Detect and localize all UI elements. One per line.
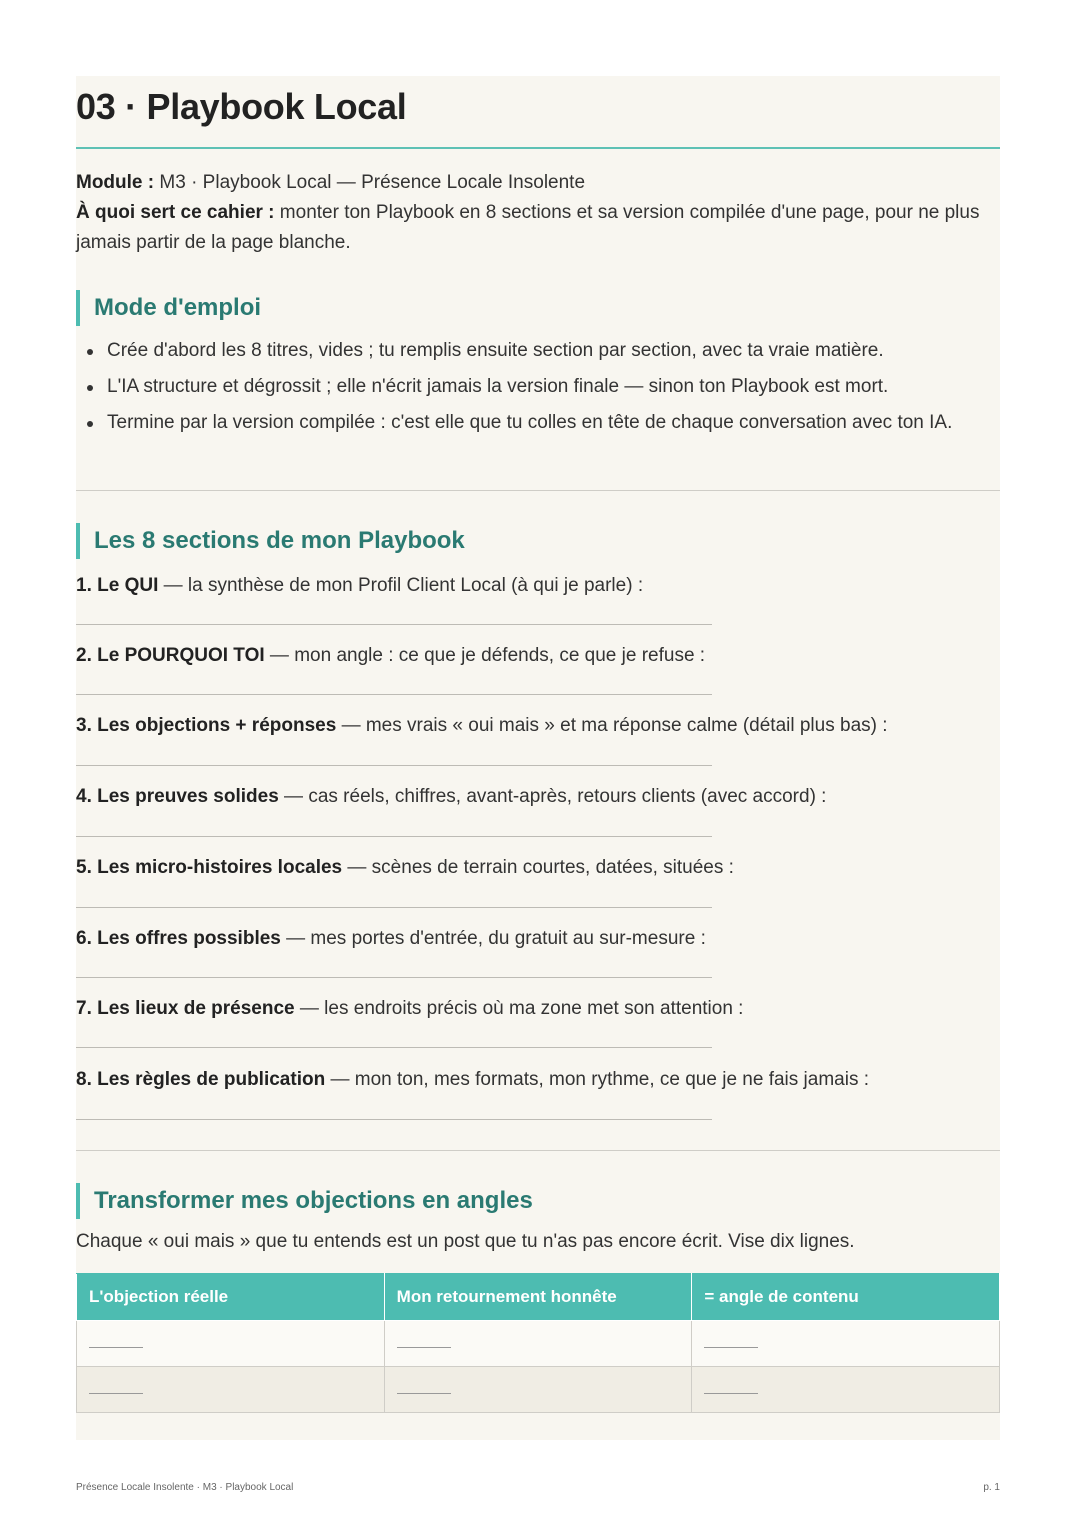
- footer-text: Présence Locale Insolente · M3 · Playbook Local: [76, 1482, 294, 1493]
- mode-emploi-heading: Mode d'emploi: [76, 290, 261, 326]
- objections-intro: Chaque « oui mais » que tu entends est un post que tu n'as pas encore écrit. Vise dix lignes.: [76, 1231, 855, 1252]
- page-number: p. 1: [983, 1482, 1000, 1493]
- table-cell[interactable]: [692, 1367, 1000, 1413]
- blank-line: [704, 1347, 758, 1348]
- section-desc: — la synthèse de mon Profil Client Local (à qui je parle) :: [158, 575, 644, 596]
- purpose-value: monter ton Playbook en 8 sections et sa version compilée d'une page, pour ne plus jamais partir de la page blanche.: [76, 202, 980, 253]
- fill-in-line[interactable]: [76, 907, 712, 908]
- fill-in-line[interactable]: [76, 694, 712, 695]
- blank-line: [397, 1393, 451, 1394]
- module-value: M3 · Playbook Local — Présence Locale Insolente: [159, 172, 586, 193]
- fill-in-line[interactable]: [76, 1047, 712, 1048]
- playbook-section-8: [76, 1067, 1000, 1093]
- blank-line: [89, 1347, 143, 1348]
- section-desc: — mes vrais « oui mais » et ma réponse calme (détail plus bas) :: [336, 715, 888, 736]
- section-desc: — les endroits précis où ma zone met son attention :: [294, 998, 744, 1019]
- playbook-section-5: [76, 855, 1000, 881]
- blank-line: [89, 1393, 143, 1394]
- table-cell[interactable]: [692, 1321, 1000, 1367]
- playbook-section-4: [76, 784, 1000, 810]
- playbook-section-2: [76, 643, 1000, 669]
- column-header: Mon retournement honnête: [384, 1274, 692, 1321]
- section-label: 5. Les micro-histoires locales: [76, 857, 343, 878]
- section-label: 7. Les lieux de présence: [76, 998, 295, 1019]
- table-cell[interactable]: [384, 1367, 692, 1413]
- purpose-label: À quoi sert ce cahier :: [76, 202, 275, 223]
- table-cell[interactable]: [77, 1367, 385, 1413]
- section-label: 8. Les règles de publication: [76, 1069, 326, 1090]
- section-divider: [76, 1150, 1000, 1151]
- fill-in-line[interactable]: [76, 765, 712, 766]
- mode-emploi-list: [76, 336, 1031, 444]
- document-meta: [76, 168, 1000, 258]
- section-desc: — scènes de terrain courtes, datées, situées :: [342, 857, 734, 878]
- table-cell[interactable]: [384, 1321, 692, 1367]
- table-header-row: [77, 1274, 1000, 1321]
- section-label: 1. Le QUI: [76, 575, 159, 596]
- blank-line: [704, 1393, 758, 1394]
- playbook-section-3: [76, 713, 1000, 739]
- sections-heading: Les 8 sections de mon Playbook: [76, 523, 465, 559]
- table-cell[interactable]: [77, 1321, 385, 1367]
- blank-line: [397, 1347, 451, 1348]
- column-header: = angle de contenu: [692, 1274, 1000, 1321]
- table-row: [77, 1367, 1000, 1413]
- list-item: L'IA structure et dégrossit ; elle n'écrit jamais la version finale — sinon ton Playbook est mort.: [107, 372, 1031, 402]
- purpose-line: [76, 198, 1000, 258]
- page-title: 03 · Playbook Local: [76, 86, 407, 127]
- fill-in-line[interactable]: [76, 624, 712, 625]
- section-desc: — mon angle : ce que je défends, ce que je refuse :: [264, 645, 706, 666]
- list-item: Termine par la version compilée : c'est elle que tu colles en tête de chaque conversation avec ton IA.: [107, 408, 1031, 438]
- section-label: 4. Les preuves solides: [76, 786, 279, 807]
- section-divider: [76, 490, 1000, 491]
- playbook-section-6: [76, 926, 1000, 952]
- table-row: [77, 1321, 1000, 1367]
- section-label: 6. Les offres possibles: [76, 928, 281, 949]
- section-label: 3. Les objections + réponses: [76, 715, 337, 736]
- column-header: L'objection réelle: [77, 1274, 385, 1321]
- section-desc: — cas réels, chiffres, avant-après, retours clients (avec accord) :: [278, 786, 827, 807]
- section-desc: — mes portes d'entrée, du gratuit au sur-mesure :: [280, 928, 706, 949]
- module-label: Module :: [76, 172, 155, 193]
- objections-heading: Transformer mes objections en angles: [76, 1183, 533, 1219]
- fill-in-line[interactable]: [76, 836, 712, 837]
- fill-in-line[interactable]: [76, 1119, 712, 1120]
- playbook-section-1: [76, 573, 1000, 599]
- section-label: 2. Le POURQUOI TOI: [76, 645, 265, 666]
- section-desc: — mon ton, mes formats, mon rythme, ce que je ne fais jamais :: [325, 1069, 870, 1090]
- list-item: Crée d'abord les 8 titres, vides ; tu remplis ensuite section par section, avec ta vraie matière.: [107, 336, 1031, 366]
- module-line: [76, 168, 1000, 198]
- objections-table: [76, 1273, 1000, 1413]
- fill-in-line[interactable]: [76, 977, 712, 978]
- title-rule: [76, 147, 1000, 149]
- playbook-section-7: [76, 996, 1000, 1022]
